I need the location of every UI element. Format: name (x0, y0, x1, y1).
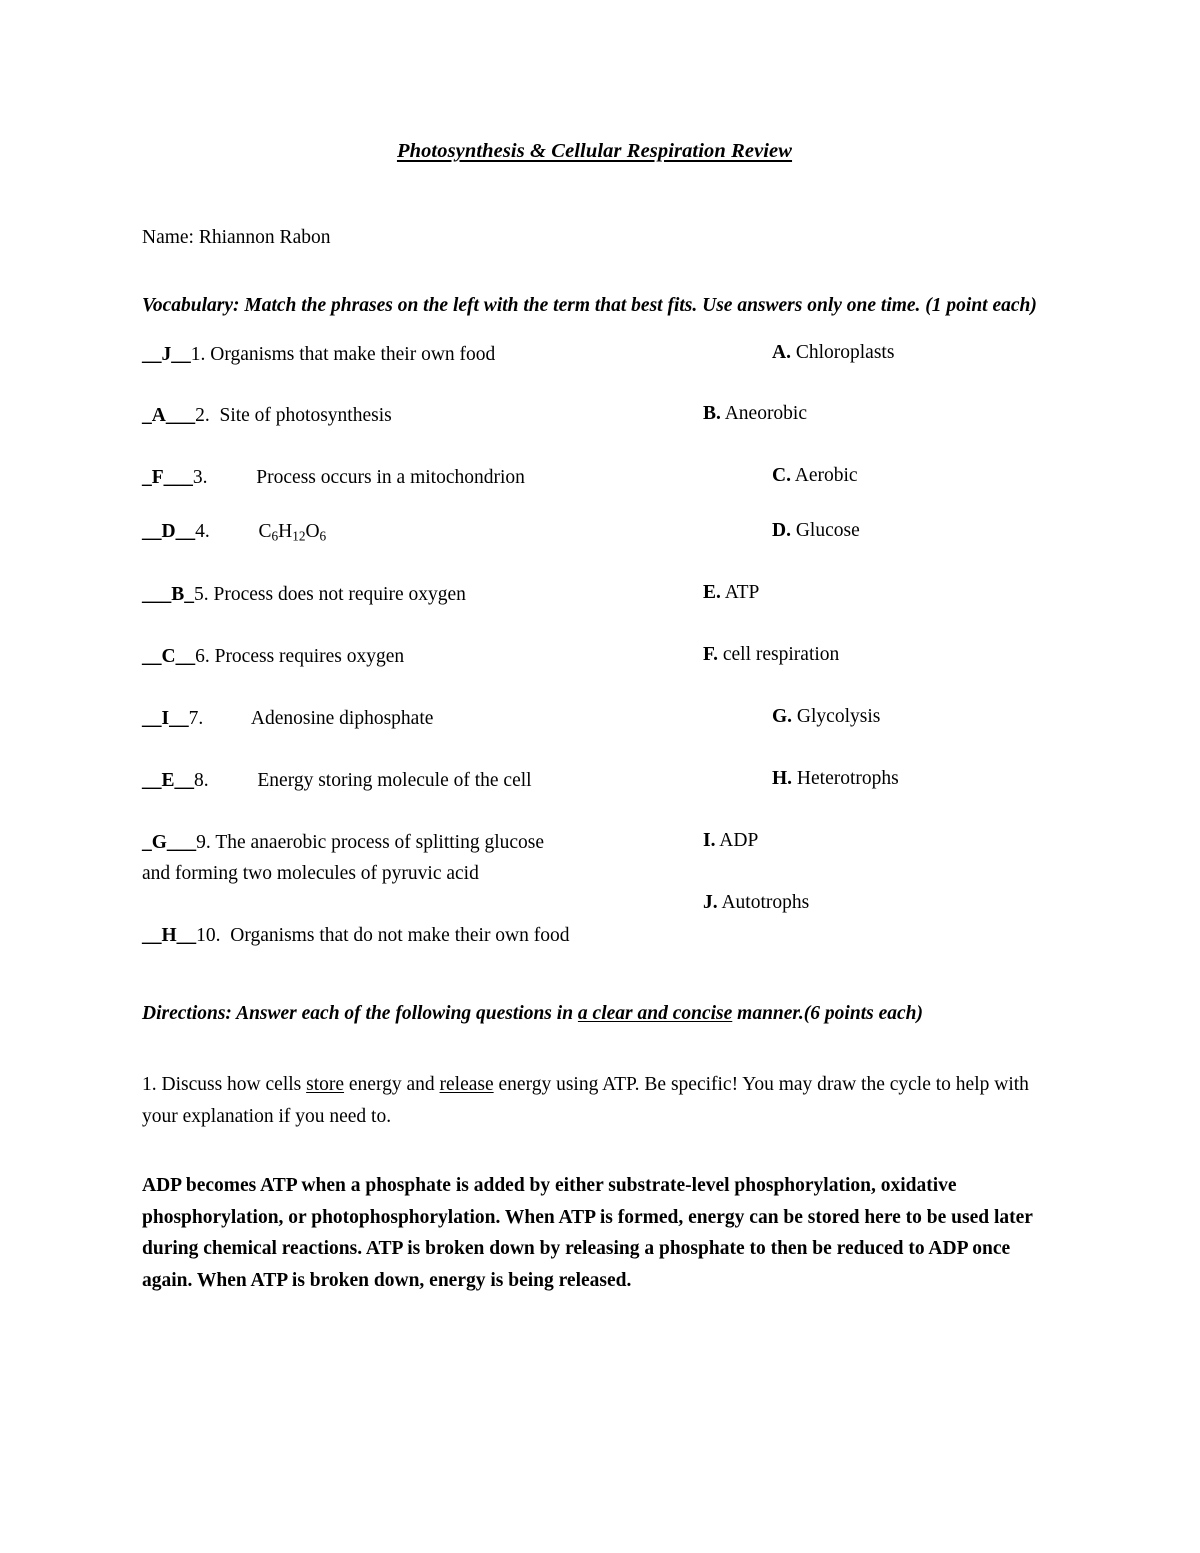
term-letter-c: C. (772, 464, 791, 486)
answer-blank-3[interactable]: _F___ (142, 466, 193, 488)
match-number-1: 1. (190, 343, 206, 365)
match-row (142, 923, 1047, 1002)
term-label-i: ADP (719, 829, 759, 851)
question-1-underline-store: store (306, 1074, 345, 1096)
term-letter-d: D. (772, 519, 791, 541)
match-prompt-7 (142, 706, 433, 732)
match-number-10: 10. (196, 924, 221, 946)
page-title (142, 0, 1047, 163)
match-row (142, 830, 1047, 935)
match-number-2: 2. (195, 404, 210, 426)
term-label-j: Autotrophs (721, 891, 810, 913)
match-description-2: Site of photosynthesis (219, 404, 392, 426)
match-number-9: 9. (196, 831, 211, 853)
match-description-3: Process occurs in a mitochondrion (256, 466, 525, 488)
term-option-c (772, 465, 858, 487)
match-description-6: Process requires oxygen (214, 645, 405, 667)
answer-blank-9[interactable]: _G___ (142, 831, 197, 853)
term-letter-i: I. (703, 829, 716, 851)
match-prompt-1 (142, 342, 495, 368)
question-1-part-2: energy and (344, 1074, 440, 1096)
match-description-7: Adenosine diphosphate (250, 707, 434, 729)
match-description-1: Organisms that make their own food (210, 343, 496, 365)
answer-blank-8[interactable]: __E__ (142, 769, 195, 791)
directions-part-2: manner.(6 points each) (732, 1002, 923, 1024)
answer-blank-6[interactable]: __C__ (142, 645, 196, 667)
term-letter-e: E. (703, 581, 721, 603)
term-letter-j: J. (703, 891, 718, 913)
match-description-9: The anaerobic process of splitting glucose (215, 831, 545, 853)
term-option-h (772, 768, 899, 790)
question-1-part-1: 1. Discuss how cells (142, 1074, 307, 1096)
term-option-g (772, 706, 880, 728)
term-label-a: Chloroplasts (795, 341, 895, 363)
match-description-9-line2: and forming two molecules of pyruvic acid (142, 862, 479, 884)
answer-1-text[interactable]: ADP becomes ATP when a phosphate is added by either substrate-level phosphorylation, oxidative phosphorylation, or photophosphorylation. When ATP is formed, energy can be stored here to be used later during chemical reactions. ATP is broken down by releasing a phosphate to then be reduced to ADP once again. When ATP is broken down, energy is being released. (142, 1175, 1033, 1292)
term-label-c: Aerobic (794, 464, 858, 486)
term-option-j (703, 892, 809, 914)
answer-blank-5[interactable]: ___B_ (142, 583, 195, 605)
match-description-8: Energy storing molecule of the cell (257, 769, 532, 791)
term-label-e: ATP (724, 581, 760, 603)
match-description-5: Process does not require oxygen (213, 583, 466, 605)
question-1-underline-release: release (439, 1074, 494, 1096)
match-number-4: 4. (195, 520, 210, 542)
answer-blank-7[interactable]: __I__ (142, 707, 189, 729)
student-name-line: Name: Rhiannon Rabon (142, 226, 331, 248)
directions-part-1: Directions: Answer each of the following questions in (142, 1002, 578, 1024)
match-prompt-3 (142, 465, 525, 491)
document-content (142, 0, 1047, 1297)
answer-blank-10[interactable]: __H__ (142, 924, 197, 946)
match-prompt-5 (142, 582, 466, 608)
term-option-d (772, 520, 860, 542)
term-option-i (703, 830, 758, 852)
match-prompt-4 (142, 519, 326, 545)
term-label-b: Aneorobic (724, 402, 808, 424)
term-letter-a: A. (772, 341, 791, 363)
vocabulary-instructions: Vocabulary: Match the phrases on the left with the term that best fits. Use answers only one time. (1 point each) (142, 294, 1037, 316)
term-letter-b: B. (703, 402, 721, 424)
question-1 (142, 1029, 1047, 1132)
vocabulary-matching-block (142, 342, 1047, 950)
match-number-5: 5. (194, 583, 209, 605)
answer-blank-1[interactable]: __J__ (142, 343, 191, 365)
match-number-6: 6. (195, 645, 210, 667)
question-1-part-3: energy using ATP. Be specific! You may draw the cycle to help with your explanation if you need to. (142, 1074, 1029, 1127)
match-prompt-8 (142, 768, 532, 794)
match-description-4-formula: $C_6H_{12}O_6$ (258, 520, 327, 543)
term-label-g: Glycolysis (796, 705, 881, 727)
term-label-f: cell respiration (722, 643, 840, 665)
term-label-h: Heterotrophs (796, 767, 899, 789)
match-prompt-2 (142, 403, 392, 429)
match-number-7: 7. (188, 707, 204, 729)
match-prompt-10 (142, 923, 570, 949)
match-description-10: Organisms that do not make their own food (230, 924, 570, 946)
term-letter-g: G. (772, 705, 793, 727)
term-option-a (772, 342, 894, 364)
term-option-e (703, 582, 759, 604)
match-prompt-9 (142, 830, 544, 856)
answer-blank-4[interactable]: __D__ (142, 520, 196, 542)
term-label-d: Glucose (795, 519, 860, 541)
page-title-text: Photosynthesis & Cellular Respiration Review (396, 140, 793, 162)
term-option-b (703, 403, 807, 425)
term-letter-f: F. (703, 643, 718, 665)
match-prompt-6 (142, 644, 404, 670)
term-option-f (703, 644, 839, 666)
match-number-8: 8. (194, 769, 209, 791)
match-number-3: 3. (192, 466, 208, 488)
term-letter-h: H. (772, 767, 793, 789)
answer-blank-2[interactable]: _A___ (142, 404, 196, 426)
directions-underlined-phrase: a clear and concise (577, 1002, 733, 1024)
